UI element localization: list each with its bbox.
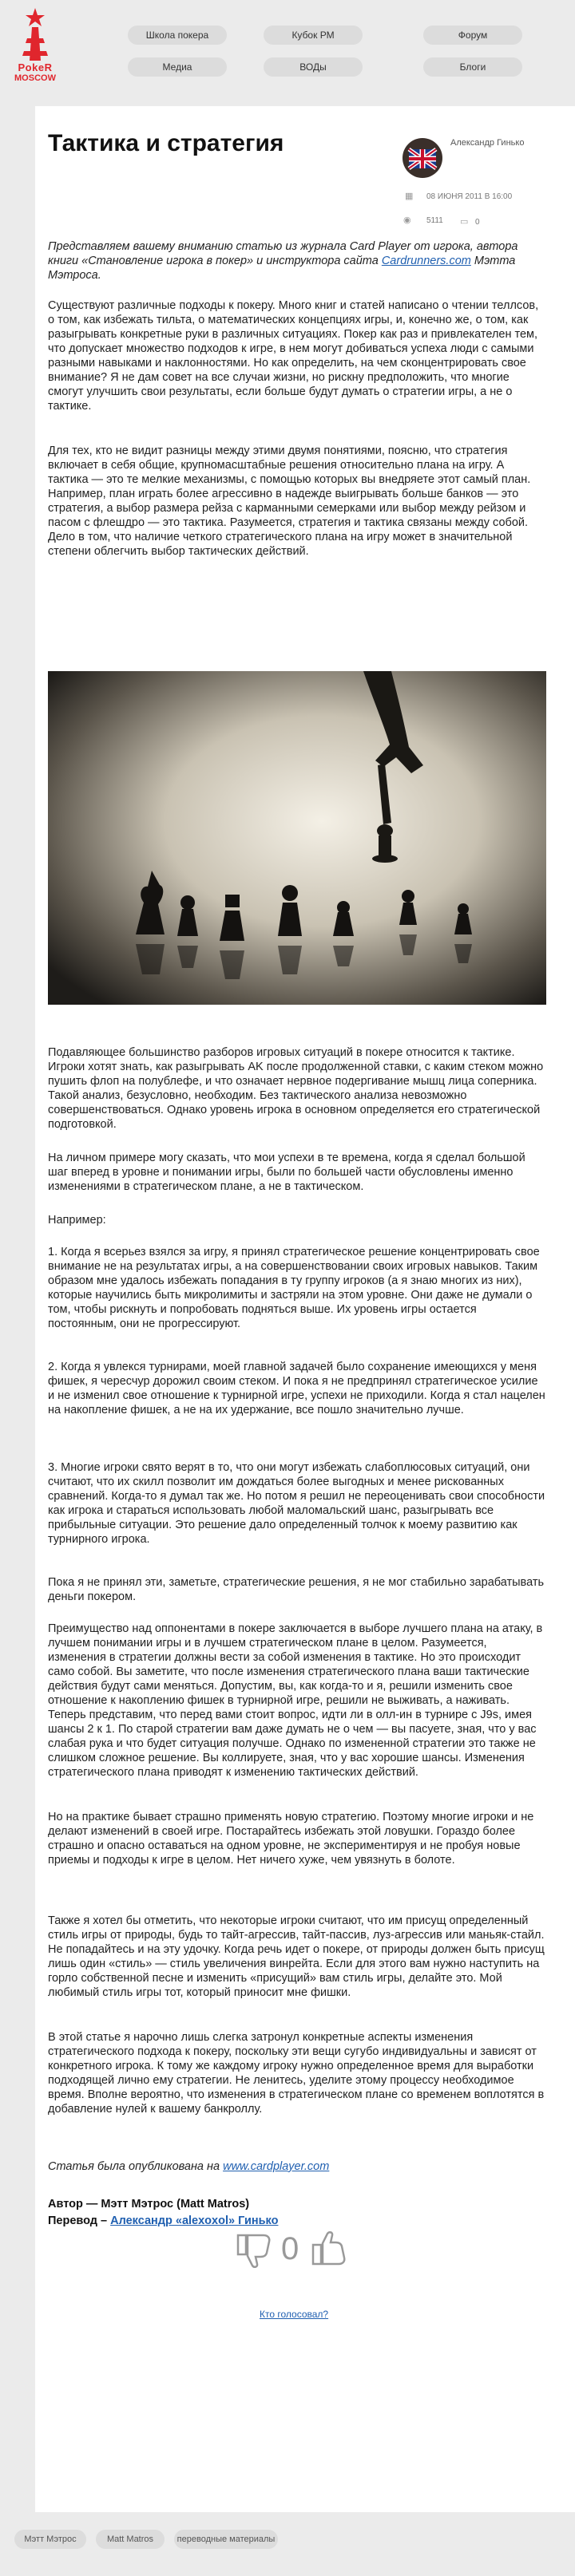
paragraph-12: Также я хотел бы отметить, что некоторые игроки считают, что им присущ определенный стиль игры от природы, будь то тайт-агрессив, тайт-пассив, луз-агрессив или маньяк-стайл. Не попадайтесь и на эту удочку. Когда речь идет о покере, от природы должен быть присущ лишь один «стиль» — стиль увеличения винрейта. Если для этого вам нужно наступить на горло собственной песне и изменить «присущий» вам стиль игры, делайте это. Мой любимый стиль игры тот, который приносит мне фишки.: [48, 1914, 545, 1999]
chess-hand-image: [48, 671, 546, 1005]
author-name[interactable]: Александр Гинько: [450, 138, 525, 148]
view-count: 5111: [426, 216, 443, 225]
star-tower-icon: [16, 6, 54, 62]
paragraph-1: Существуют различные подходы к покеру. Много книг и статей написано о чтении теллсов, о том, как избежать тильта, о математических концепциях игры, и, конечно же, о том, как разыгрывать конкретные руки в различных ситуациях. Покер как раз и привлекателен тем, что допускает множество подходов к игре, в нем могут добиваться успеха люди с самыми разными навыками и наклонностями. Но как определить, на чем сконцентрировать свое внимание? Я не дам совет на все случаи жизни, но рискну предположить, что многие смогут улучшить свои результаты, если больше будут думать о стратегии игры, а не о тактике.: [48, 299, 539, 413]
comment-count[interactable]: 0: [475, 218, 480, 227]
logo-text-poker: PokeR: [18, 61, 53, 73]
paragraph-3: Подавляющее большинство разборов игровых ситуаций в покере относится к тактике. Игроки хотят знать, как разыгрывать AK после продолженной ставки, с каким стеком можно пушить флоп на полублефе, и что означает нервное подергивание мышц лица соперника. Такой анализ, безусловно, необходим. Без тактического анализа невозможно совершенствоваться. Однако уровень игрока в основном определяется его стратегической подготовкой.: [48, 1046, 544, 1131]
cardplayer-link[interactable]: www.cardplayer.com: [223, 2160, 330, 2173]
eye-icon: ◉: [403, 215, 411, 225]
paragraph-4: На личном примере могу сказать, что мои успехи в те времена, когда я сделал большой шаг вперед в уровне и понимании игры, были по большей части обусловлены именно изменениями в стратегическом плане, а не в тактическом.: [48, 1152, 525, 1193]
article-photo: [48, 671, 546, 1005]
published-prefix: Статья была опубликована на: [48, 2160, 224, 2173]
comment-icon: ▭: [460, 217, 469, 227]
translation-prefix: Перевод –: [48, 2214, 111, 2227]
article-intro: [48, 239, 547, 282]
paragraph-9: Пока я не принял эти, заметьте, стратегические решения, я не мог стабильно зарабатывать деньги покером.: [48, 1576, 545, 1603]
credit-author: Автор — Мэтт Мэтрос (Matt Matros): [48, 2198, 250, 2211]
nav-poker-school[interactable]: Школа покера: [128, 26, 227, 45]
tag-translated-materials[interactable]: переводные материалы: [174, 2530, 278, 2549]
paragraph-5: Например:: [48, 1214, 106, 1227]
calendar-icon: ▦: [405, 192, 414, 201]
credit-translation: [48, 2214, 447, 2229]
nav-media[interactable]: Медиа: [128, 57, 227, 77]
intro-suffix: Мэтта Мэтроса.: [48, 255, 516, 282]
site-logo[interactable]: [14, 6, 56, 99]
author-avatar[interactable]: [402, 138, 442, 178]
nav-rm-cup[interactable]: Кубок РМ: [264, 26, 363, 45]
paragraph-10: Преимущество над оппонентами в покере заключается в выборе лучшего плана на атаку, в лучшем понимании игры и в лучшем стратегическом плане в целом. Разумеется, изменения в стратегии должны вести за собой изменения в тактике. Но это происходит само собой. Вы заметите, что после изменения стратегического плана ваши тактические действия будут сами меняться. Допустим, вы, как когда-то и я, решили изменить свое отношение к накоплению фишек в турнирной игре, решили не выживать, а наживать. Теперь представим, что перед вами стоит вопрос, идти ли в олл-ин в турнире с J9s, имея шансы 2 к 1. По старой стратегии вам даже думать не о чем — вы пасуете, зная, что у вас слабая рука и что будет ситуация получше. Однако по измененной стратегии это также не слишком сложное решение. Вы коллируете, зная, что у вас хорошие шансы. Изменения стратегического плана приводят к изменению тактических действий.: [48, 1622, 543, 1779]
translator-link[interactable]: Александр «alexoxol» Гинько: [110, 2214, 279, 2227]
tag-matt-matros-ru[interactable]: Мэтт Мэтрос: [14, 2530, 86, 2549]
cardrunners-link[interactable]: Cardrunners.com: [381, 255, 471, 267]
article-card: [35, 106, 575, 2512]
thumbs-down-icon[interactable]: [233, 2230, 275, 2269]
who-voted-link[interactable]: Кто голосовал?: [260, 2309, 329, 2320]
logo-text-moscow: MOSCOW: [14, 73, 56, 83]
paragraph-13: В этой статье я нарочно лишь слегка затронул конкретные аспекты изменения стратегического подхода к покеру, поскольку эти вещи сугубо индивидуальны и зависят от конкретного игрока. К тому же каждому игроку нужно определенное время для выработки подходящей лично ему стратегии. Не ленитесь, уделите этому процессу необходимое время. Вполне вероятно, что изменения в стратегическом плане со временем воплотятся в добавление нулей к вашему банкроллу.: [48, 2031, 545, 2116]
published-note: [48, 2159, 547, 2174]
paragraph-6: 1. Когда я всерьез взялся за игру, я принял стратегическое решение концентрировать свое внимание не на результатах игры, а на совершенствовании своих игровых навыков. Таким образом мне удалось избежать попадания в ту группу игроков (а я знаю многих из них), которые научились быть микролимиты и застряли на этом уровне. Они даже не думали о том, чтобы рискнуть и попробовать подняться выше. Их уровень игры остается постоянным, они не прогрессируют.: [48, 1246, 540, 1330]
avatar-image: [402, 138, 442, 178]
vote-count: 0: [281, 2231, 299, 2266]
nav-vods[interactable]: ВОДы: [264, 57, 363, 77]
tag-matt-matros-en[interactable]: Matt Matros: [96, 2530, 165, 2549]
tag-list: [0, 2530, 575, 2554]
paragraph-7: 2. Когда я увлекся турнирами, моей главной задачей было сохранение имеющихся у меня фишек, я чересчур дорожил своим стеком. И пока я не предпринял стратегическое усилие и не изменил свое отношение к турнирной игре, успехи не приходили. Когда я стал нацелен на накопление фишек, а не на их удержание, все пошло значительно лучше.: [48, 1361, 545, 1416]
thumbs-up-icon[interactable]: [308, 2230, 350, 2269]
intro-prefix: Представляем вашему вниманию статью из журнала Card Player от игрока, автора книги «Становление игрока в покер» и инструктора сайта: [48, 240, 518, 267]
nav-blogs[interactable]: Блоги: [423, 57, 522, 77]
paragraph-8: 3. Многие игроки свято верят в то, что они могут избежать слабоплюсовых ситуаций, они считают, что их скилл позволит им дождаться более выгодных и менее рискованных сравнений. Когда-то я думал так же. Но потом я решил не переоценивать свои способности как игрока и стараться использовать любой маломальский шанс, разыгрывать все прибыльные ситуации. Это решение дало определенный толчок к моему развитию как турнирного игрока.: [48, 1461, 545, 1546]
publish-date: 08 ИЮНЯ 2011 В 16:00: [426, 192, 513, 201]
article-title: Тактика и стратегия: [48, 130, 284, 156]
vote-widget: [233, 2230, 350, 2269]
paragraph-2: Для тех, кто не видит разницы между этими двумя понятиями, поясню, что стратегия включает в себя общие, крупномасштабные решения относительно плана на игру. А тактика — это те мелкие механизмы, с помощью которых вы внедряете этот самый план. Например, план играть более агрессивно в надежде выигрывать больше банков — это стратегия, а выбор размера рейза с карманными семерками или выбор между рейзом и пасом с флешдро — это тактика. Разумеется, стратегия и тактика связаны между собой. Дело в том, что наличие четкого стратегического плана на игру может в значительной степени облегчить выбор тактических действий.: [48, 444, 531, 558]
nav-forum[interactable]: Форум: [423, 26, 522, 45]
paragraph-11: Но на практике бывает страшно применять новую стратегию. Поэтому многие игроки и не делают изменений в своей игре. Постарайтесь избежать этой ловушки. Гораздо более страшно и опасно оставаться на одном уровне, не экспериментируя и не пробуя новые приемы и подходы к игре в целом. Нет ничего хуже, чем увязнуть в болоте.: [48, 1811, 534, 1867]
site-header: [0, 0, 575, 104]
